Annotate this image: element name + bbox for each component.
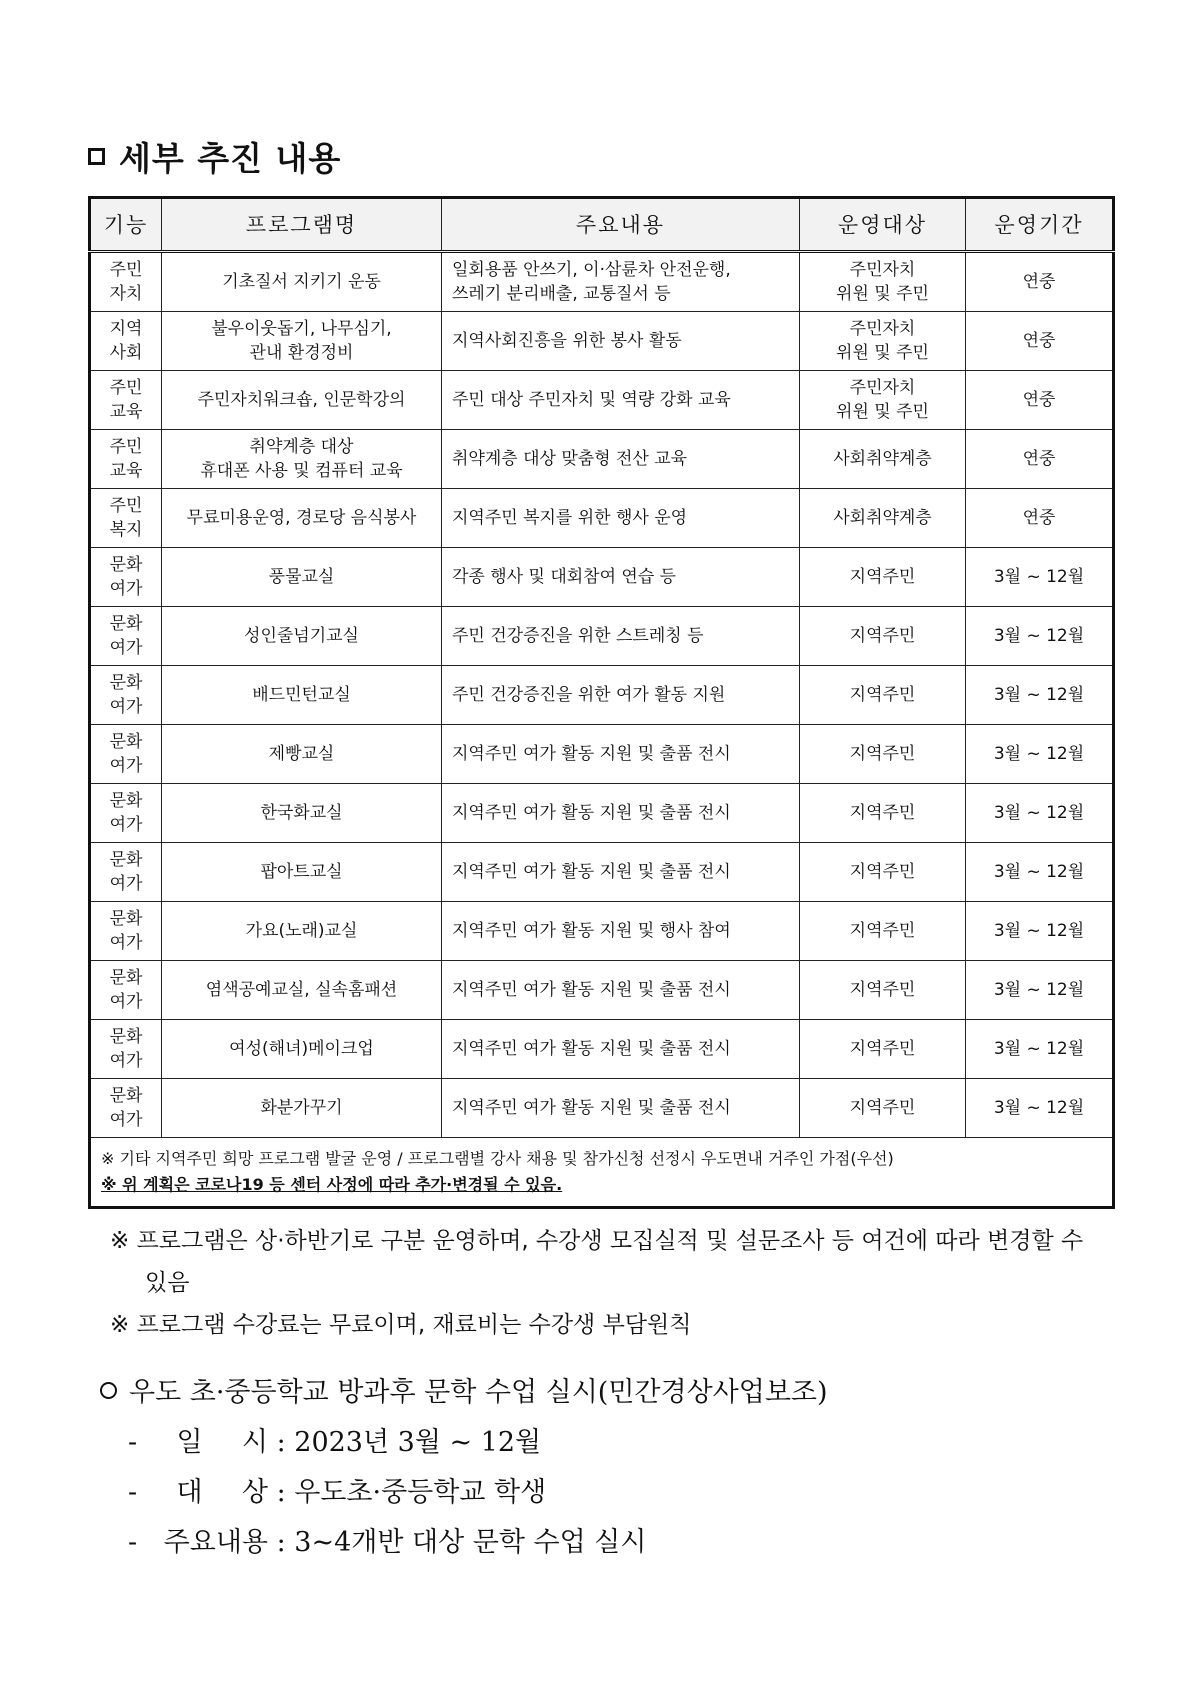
cell-period-line: 연중 bbox=[1022, 508, 1056, 528]
cell-period bbox=[966, 1020, 1114, 1079]
cell-content bbox=[442, 902, 800, 961]
table-header-row bbox=[90, 198, 1114, 252]
cell-target bbox=[800, 371, 966, 430]
table-row bbox=[90, 843, 1114, 902]
header-content: 주요내용 bbox=[442, 198, 800, 252]
cell-function-line: 문화 bbox=[109, 1027, 143, 1047]
cell-period bbox=[966, 489, 1114, 548]
cell-period-line: 3월 ~ 12월 bbox=[993, 803, 1085, 823]
cell-function-line: 여가 bbox=[109, 579, 143, 599]
cell-period bbox=[966, 784, 1114, 843]
detail-content bbox=[100, 1518, 1100, 1568]
cell-content bbox=[442, 607, 800, 666]
cell-function bbox=[90, 725, 162, 784]
cell-content-line: 지역주민 복지를 위한 행사 운영 bbox=[452, 508, 688, 528]
cell-target-line: 주민자치 bbox=[849, 260, 916, 280]
cell-program bbox=[162, 784, 442, 843]
cell-period bbox=[966, 902, 1114, 961]
cell-function-line: 지역 bbox=[109, 319, 143, 339]
cell-period-line: 연중 bbox=[1022, 449, 1056, 469]
cell-content-line: 취약계층 대상 맞춤형 전산 교육 bbox=[452, 449, 688, 469]
table-row bbox=[90, 1020, 1114, 1079]
cell-content-line: 지역주민 여가 활동 지원 및 행사 참여 bbox=[452, 921, 731, 941]
cell-function-line: 문화 bbox=[109, 791, 143, 811]
table-row bbox=[90, 430, 1114, 489]
cell-target-line: 사회취약계층 bbox=[833, 449, 932, 469]
table-note-2: ※ 위 계획은 코로나19 등 센터 사정에 따라 추가·변경될 수 있음. bbox=[101, 1175, 563, 1194]
cell-program-line: 휴대폰 사용 및 컴퓨터 교육 bbox=[200, 461, 403, 481]
cell-function-line: 여가 bbox=[109, 756, 143, 776]
cell-program-line: 가요(노래)교실 bbox=[245, 921, 358, 941]
cell-function-line: 문화 bbox=[109, 732, 143, 752]
section-heading-text: 세부 추진 내용 bbox=[119, 138, 342, 178]
cell-function-line: 문화 bbox=[109, 1086, 143, 1106]
cell-target-line: 지역주민 bbox=[849, 921, 916, 941]
cell-function-line: 여가 bbox=[109, 1110, 143, 1130]
cell-function-line: 주민 bbox=[109, 378, 143, 398]
cell-function-line: 사회 bbox=[109, 343, 143, 363]
cell-period bbox=[966, 430, 1114, 489]
cell-program bbox=[162, 902, 442, 961]
cell-period-line: 3월 ~ 12월 bbox=[993, 862, 1085, 882]
header-target: 운영대상 bbox=[800, 198, 966, 252]
cell-content bbox=[442, 666, 800, 725]
cell-function-line: 복지 bbox=[109, 520, 143, 540]
cell-content bbox=[442, 252, 800, 312]
cell-target bbox=[800, 843, 966, 902]
table-note bbox=[90, 1138, 1114, 1208]
table-note-row bbox=[90, 1138, 1114, 1208]
cell-target bbox=[800, 725, 966, 784]
cell-program bbox=[162, 1020, 442, 1079]
cell-period bbox=[966, 725, 1114, 784]
cell-program-line: 염색공예교실, 실속홈패션 bbox=[205, 980, 398, 1000]
cell-target-line: 지역주민 bbox=[849, 803, 916, 823]
cell-target bbox=[800, 489, 966, 548]
header-period: 운영기간 bbox=[966, 198, 1114, 252]
detail-schedule bbox=[100, 1418, 1100, 1468]
cell-content bbox=[442, 784, 800, 843]
cell-program-line: 성인줄넘기교실 bbox=[244, 626, 359, 646]
cell-target-line: 지역주민 bbox=[849, 685, 916, 705]
cell-content bbox=[442, 843, 800, 902]
cell-period-line: 3월 ~ 12월 bbox=[993, 744, 1085, 764]
cell-period-line: 연중 bbox=[1022, 272, 1056, 292]
table-row bbox=[90, 489, 1114, 548]
cell-function bbox=[90, 430, 162, 489]
cell-content-line: 주민 대상 주민자치 및 역량 강화 교육 bbox=[452, 390, 731, 410]
cell-target-line: 지역주민 bbox=[849, 744, 916, 764]
cell-function-line: 문화 bbox=[109, 968, 143, 988]
cell-program-line: 무료미용운영, 경로당 음식봉사 bbox=[186, 508, 417, 528]
cell-target-line: 위원 및 주민 bbox=[836, 284, 929, 304]
cell-function bbox=[90, 1020, 162, 1079]
table-row bbox=[90, 725, 1114, 784]
cell-function bbox=[90, 843, 162, 902]
cell-period-line: 3월 ~ 12월 bbox=[993, 626, 1085, 646]
detail-value: : 우도초·중등학교 학생 bbox=[276, 1477, 547, 1508]
cell-function-line: 문화 bbox=[109, 673, 143, 693]
cell-content bbox=[442, 961, 800, 1020]
table-note-1: ※ 기타 지역주민 희망 프로그램 발굴 운영 / 프로그램별 강사 채용 및 참가신청 선정시 우도면내 거주인 가점(우선) bbox=[101, 1149, 894, 1168]
detail-value: : 2023년 3월 ~ 12월 bbox=[276, 1427, 542, 1458]
cell-target bbox=[800, 961, 966, 1020]
cell-program bbox=[162, 666, 442, 725]
cell-target bbox=[800, 607, 966, 666]
cell-period-line: 3월 ~ 12월 bbox=[993, 1098, 1085, 1118]
cell-function bbox=[90, 961, 162, 1020]
cell-function-line: 여가 bbox=[109, 874, 143, 894]
detail-label: - 대 상 bbox=[128, 1477, 268, 1508]
section-heading bbox=[88, 134, 341, 178]
cell-target-line: 위원 및 주민 bbox=[836, 343, 929, 363]
cell-function bbox=[90, 666, 162, 725]
cell-function bbox=[90, 312, 162, 371]
circle-bullet-icon bbox=[100, 1382, 117, 1399]
cell-period-line: 연중 bbox=[1022, 331, 1056, 351]
cell-program-line: 기초질서 지키기 운동 bbox=[222, 272, 381, 292]
cell-target-line: 지역주민 bbox=[849, 1039, 916, 1059]
cell-function-line: 주민 bbox=[109, 260, 143, 280]
cell-function-line: 문화 bbox=[109, 614, 143, 634]
cell-content bbox=[442, 725, 800, 784]
cell-target bbox=[800, 548, 966, 607]
cell-target-line: 사회취약계층 bbox=[833, 508, 932, 528]
cell-content bbox=[442, 489, 800, 548]
cell-function-line: 여가 bbox=[109, 933, 143, 953]
cell-target-line: 지역주민 bbox=[849, 862, 916, 882]
cell-target bbox=[800, 252, 966, 312]
cell-target-line: 위원 및 주민 bbox=[836, 402, 929, 422]
cell-content-line: 지역주민 여가 활동 지원 및 출품 전시 bbox=[452, 744, 731, 764]
cell-period-line: 3월 ~ 12월 bbox=[993, 685, 1085, 705]
table-row bbox=[90, 607, 1114, 666]
cell-function-line: 문화 bbox=[109, 850, 143, 870]
cell-program-line: 관내 환경정비 bbox=[249, 343, 354, 363]
cell-content-line: 주민 건강증진을 위한 여가 활동 지원 bbox=[452, 685, 726, 705]
cell-target bbox=[800, 902, 966, 961]
cell-function bbox=[90, 784, 162, 843]
cell-target bbox=[800, 784, 966, 843]
cell-period bbox=[966, 843, 1114, 902]
detail-label: - 주요내용 bbox=[128, 1527, 268, 1558]
cell-target bbox=[800, 1020, 966, 1079]
cell-program-line: 화분가꾸기 bbox=[260, 1098, 343, 1118]
cell-function bbox=[90, 1079, 162, 1138]
cell-function-line: 여가 bbox=[109, 697, 143, 717]
cell-period bbox=[966, 961, 1114, 1020]
cell-content-line: 쓰레기 분리배출, 교통질서 등 bbox=[452, 284, 671, 304]
remarks bbox=[110, 1220, 1110, 1346]
cell-target-line: 지역주민 bbox=[849, 1098, 916, 1118]
detail-label: - 일 시 bbox=[128, 1427, 268, 1458]
cell-period bbox=[966, 371, 1114, 430]
school-program-section bbox=[100, 1368, 1100, 1568]
header-program: 프로그램명 bbox=[162, 198, 442, 252]
cell-content-line: 일회용품 안쓰기, 이·삼륜차 안전운행, bbox=[452, 260, 731, 280]
cell-period bbox=[966, 666, 1114, 725]
cell-period-line: 3월 ~ 12월 bbox=[993, 567, 1085, 587]
cell-program-line: 취약계층 대상 bbox=[249, 437, 354, 457]
cell-period bbox=[966, 252, 1114, 312]
cell-content bbox=[442, 312, 800, 371]
cell-period bbox=[966, 607, 1114, 666]
table-row bbox=[90, 371, 1114, 430]
cell-content-line: 주민 건강증진을 위한 스트레칭 등 bbox=[452, 626, 704, 646]
cell-function bbox=[90, 902, 162, 961]
detail-target bbox=[100, 1468, 1100, 1518]
table-row bbox=[90, 961, 1114, 1020]
cell-program-line: 풍물교실 bbox=[268, 567, 335, 587]
cell-function bbox=[90, 607, 162, 666]
cell-content bbox=[442, 1079, 800, 1138]
cell-function bbox=[90, 548, 162, 607]
table-row bbox=[90, 666, 1114, 725]
cell-function-line: 교육 bbox=[109, 402, 143, 422]
cell-content-line: 지역사회진흥을 위한 봉사 활동 bbox=[452, 331, 682, 351]
cell-content bbox=[442, 1020, 800, 1079]
table-row bbox=[90, 1079, 1114, 1138]
cell-target-line: 지역주민 bbox=[849, 980, 916, 1000]
cell-program bbox=[162, 430, 442, 489]
table-row bbox=[90, 902, 1114, 961]
checkbox-square-icon bbox=[88, 148, 105, 165]
cell-target bbox=[800, 312, 966, 371]
cell-content-line: 지역주민 여가 활동 지원 및 출품 전시 bbox=[452, 1039, 731, 1059]
cell-target bbox=[800, 430, 966, 489]
cell-function-line: 주민 bbox=[109, 437, 143, 457]
table-row bbox=[90, 548, 1114, 607]
cell-program-line: 주민자치워크숍, 인문학강의 bbox=[197, 390, 406, 410]
cell-content-line: 지역주민 여가 활동 지원 및 출품 전시 bbox=[452, 862, 731, 882]
table-row bbox=[90, 312, 1114, 371]
cell-function-line: 여가 bbox=[109, 638, 143, 658]
cell-period-line: 3월 ~ 12월 bbox=[993, 980, 1085, 1000]
cell-period-line: 3월 ~ 12월 bbox=[993, 921, 1085, 941]
cell-function-line: 여가 bbox=[109, 815, 143, 835]
cell-content-line: 각종 행사 및 대회참여 연습 등 bbox=[452, 567, 677, 587]
cell-program-line: 불우이웃돕기, 나무심기, bbox=[211, 319, 392, 339]
cell-content-line: 지역주민 여가 활동 지원 및 출품 전시 bbox=[452, 1098, 731, 1118]
cell-period bbox=[966, 1079, 1114, 1138]
cell-program-line: 배드민턴교실 bbox=[252, 685, 351, 705]
cell-target bbox=[800, 666, 966, 725]
cell-content bbox=[442, 548, 800, 607]
cell-program-line: 한국화교실 bbox=[260, 803, 343, 823]
cell-period-line: 연중 bbox=[1022, 390, 1056, 410]
table-row bbox=[90, 784, 1114, 843]
cell-target-line: 지역주민 bbox=[849, 567, 916, 587]
cell-function-line: 자치 bbox=[109, 284, 143, 304]
program-table bbox=[88, 196, 1115, 1209]
cell-period bbox=[966, 312, 1114, 371]
cell-content bbox=[442, 430, 800, 489]
cell-period-line: 3월 ~ 12월 bbox=[993, 1039, 1085, 1059]
cell-program bbox=[162, 843, 442, 902]
cell-program bbox=[162, 961, 442, 1020]
cell-target-line: 주민자치 bbox=[849, 378, 916, 398]
cell-function-line: 교육 bbox=[109, 461, 143, 481]
cell-program bbox=[162, 548, 442, 607]
cell-program-line: 제빵교실 bbox=[268, 744, 335, 764]
detail-value: : 3~4개반 대상 문학 수업 실시 bbox=[276, 1527, 647, 1558]
cell-content bbox=[442, 371, 800, 430]
cell-program bbox=[162, 371, 442, 430]
remark-1: ※ 프로그램은 상·하반기로 구분 운영하며, 수강생 모집실적 및 설문조사 등 여건에 따라 변경할 수 있음 bbox=[110, 1228, 1084, 1296]
cell-function bbox=[90, 489, 162, 548]
cell-program bbox=[162, 725, 442, 784]
cell-function-line: 여가 bbox=[109, 1051, 143, 1071]
header-function: 기능 bbox=[90, 198, 162, 252]
cell-target bbox=[800, 1079, 966, 1138]
cell-program bbox=[162, 1079, 442, 1138]
cell-program bbox=[162, 607, 442, 666]
school-program-title-line bbox=[100, 1368, 1100, 1418]
cell-content-line: 지역주민 여가 활동 지원 및 출품 전시 bbox=[452, 803, 731, 823]
cell-period bbox=[966, 548, 1114, 607]
cell-program bbox=[162, 312, 442, 371]
school-program-title: 우도 초·중등학교 방과후 문학 수업 실시(민간경상사업보조) bbox=[129, 1377, 828, 1408]
cell-program bbox=[162, 252, 442, 312]
table-row bbox=[90, 252, 1114, 312]
remark-2: ※ 프로그램 수강료는 무료이며, 재료비는 수강생 부담원칙 bbox=[110, 1312, 692, 1338]
cell-function bbox=[90, 371, 162, 430]
cell-program-line: 팝아트교실 bbox=[260, 862, 343, 882]
cell-function-line: 문화 bbox=[109, 555, 143, 575]
table-body bbox=[90, 252, 1114, 1138]
cell-target-line: 지역주민 bbox=[849, 626, 916, 646]
cell-function-line: 주민 bbox=[109, 496, 143, 516]
cell-program-line: 여성(해녀)메이크업 bbox=[229, 1039, 374, 1059]
cell-function-line: 문화 bbox=[109, 909, 143, 929]
cell-program bbox=[162, 489, 442, 548]
cell-content-line: 지역주민 여가 활동 지원 및 출품 전시 bbox=[452, 980, 731, 1000]
cell-target-line: 주민자치 bbox=[849, 319, 916, 339]
cell-function-line: 여가 bbox=[109, 992, 143, 1012]
cell-function bbox=[90, 252, 162, 312]
